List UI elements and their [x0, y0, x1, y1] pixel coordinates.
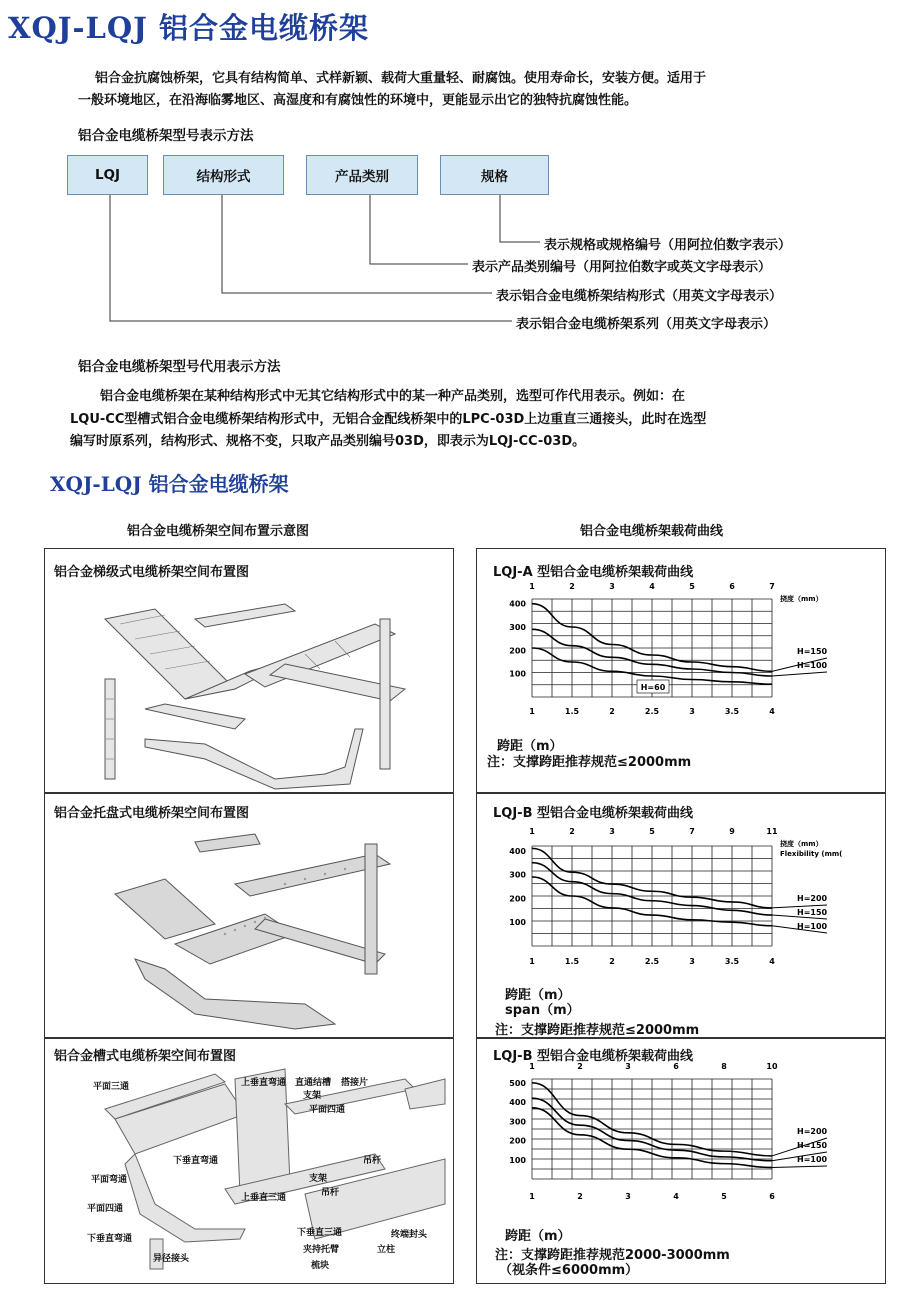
y-tick-label: 100 — [509, 918, 526, 928]
top-tick-label: 3 — [625, 1062, 631, 1071]
top-tick-label: 6 — [673, 1062, 679, 1071]
chart-b-title: LQJ-B 型铝合金电缆桥架载荷曲线 — [493, 806, 694, 821]
chart-a-title: LQJ-A 型铝合金电缆桥架载荷曲线 — [493, 565, 694, 580]
x-tick-label: 1 — [529, 957, 535, 966]
label-down-vert-elbow-2: 下垂直弯通 — [87, 1234, 133, 1244]
page-title: XQJ-LQJ 铝合金电缆桥架 — [8, 11, 369, 45]
trough-layout-panel — [44, 1038, 454, 1284]
intro-line-1: 铝合金抗腐蚀桥架，它具有结构简单、式样新颖、载荷大重量轻、耐腐蚀。使用寿命长，安装方便。适用于 — [95, 71, 707, 86]
series-label: H=200 — [797, 894, 828, 903]
label-straight-groove: 直通结槽 — [295, 1078, 332, 1088]
label-clamp-arm: 夹持托臂 — [303, 1245, 340, 1255]
top-axis-label-2: Flexibility (mm( — [780, 850, 843, 858]
chart-c-title: LQJ-B 型铝合金电缆桥架载荷曲线 — [493, 1049, 694, 1064]
series-leader-line — [772, 672, 827, 676]
top-tick-label: 1 — [529, 582, 535, 591]
y-tick-label: 300 — [509, 1117, 526, 1127]
chart-panel-a — [476, 548, 886, 793]
series-label: H=150 — [797, 1141, 828, 1150]
right-column-heading: 铝合金电缆桥架载荷曲线 — [580, 524, 724, 539]
chart-b-xlabel2: span（m） — [505, 1003, 580, 1018]
top-tick-label: 11 — [766, 827, 778, 836]
code-box-series: LQJ — [67, 155, 148, 195]
chart-panel-b — [476, 793, 886, 1038]
code-box-spec: 规格 — [440, 155, 549, 195]
model-heading: 铝合金电缆桥架型号表示方法 — [78, 128, 254, 144]
top-tick-label: 1 — [529, 1062, 535, 1071]
chart-c-xlabel: 跨距（m） — [505, 1229, 571, 1244]
top-tick-label: 5 — [649, 827, 655, 836]
top-tick-label: 3 — [609, 827, 615, 836]
chart-c-note: 注：支撑跨距推荐规范2000-3000mm — [495, 1248, 730, 1263]
explain-category: 表示产品类别编号（用阿拉伯数字或英文字母表示） — [472, 260, 772, 275]
label-flat-elbow: 平面弯通 — [91, 1175, 128, 1185]
chart-b-xlabel: 跨距（m） — [505, 988, 571, 1003]
y-tick-label: 400 — [509, 846, 526, 856]
y-tick-label: 300 — [509, 623, 526, 632]
top-tick-label: 8 — [721, 1062, 727, 1071]
x-tick-label: 3.5 — [724, 957, 740, 966]
top-tick-label: 2 — [577, 1062, 583, 1071]
top-tick-label: 7 — [769, 582, 775, 591]
ladder-panel-title: 铝合金梯级式电缆桥架空间布置图 — [54, 565, 250, 580]
x-tick-label: 6 — [769, 1192, 775, 1201]
x-tick-label: 4 — [769, 707, 775, 716]
label-hanger-2: 吊杆 — [321, 1188, 340, 1198]
left-column-heading: 铝合金电缆桥架空间布置示意图 — [127, 524, 310, 539]
label-end-cap: 终端封头 — [391, 1230, 428, 1240]
ladder-tray-illustration — [45, 579, 453, 791]
series-label: H=100 — [797, 661, 828, 670]
label-comb-block: 梳块 — [311, 1261, 330, 1271]
trough-panel-title: 铝合金槽式电缆桥架空间布置图 — [54, 1049, 237, 1064]
label-lap-plate: 搭接片 — [341, 1078, 369, 1088]
intro-line-2: 一般环境地区，在沿海临雾地区、高湿度和有腐蚀性的环境中，更能显示出它的独特抗腐蚀性能。 — [78, 93, 638, 108]
code-box-structure: 结构形式 — [163, 155, 284, 195]
top-tick-label: 5 — [689, 582, 695, 591]
label-down-vert-tee: 下垂直三通 — [297, 1228, 343, 1238]
x-tick-label: 2.5 — [644, 707, 660, 716]
y-tick-label: 200 — [509, 646, 526, 656]
series-label: H=200 — [797, 1127, 828, 1136]
top-tick-label: 4 — [649, 582, 655, 591]
y-tick-label: 200 — [509, 1136, 526, 1146]
x-tick-label: 3 — [689, 707, 695, 716]
top-tick-label: 10 — [766, 1062, 778, 1071]
series-label: H=100 — [797, 922, 828, 931]
y-tick-label: 400 — [509, 599, 526, 609]
label-up-vert-tee: 上垂直三通 — [241, 1193, 287, 1203]
x-tick-label: 5 — [721, 1192, 727, 1201]
x-tick-label: 1.5 — [564, 707, 580, 716]
explain-series: 表示铝合金电缆桥架系列（用英文字母表示） — [516, 317, 777, 332]
label-reducer: 异径接头 — [153, 1254, 190, 1264]
chart-a-xlabel: 跨距（m） — [497, 739, 563, 754]
label-bracket-2: 支架 — [309, 1174, 328, 1184]
substitute-line-3: 编写时原系列，结构形式、规格不变，只取产品类别编号03D，即表示为LQJ-CC-03D。 — [70, 434, 586, 449]
label-flat-cross-1: 平面四通 — [309, 1105, 346, 1115]
substitute-line-2: LQU-CC型槽式铝合金电缆桥架结构形式中，无铝合金配线桥架中的LPC-03D上边重直三通接头，此时在选型 — [70, 412, 707, 427]
explain-structure: 表示铝合金电缆桥架结构形式（用英文字母表示） — [496, 289, 783, 304]
top-tick-label: 9 — [729, 827, 735, 836]
label-column: 立柱 — [377, 1245, 396, 1255]
top-tick-label: 2 — [569, 582, 575, 591]
x-tick-label: 2 — [609, 707, 615, 716]
label-flat-tee: 平面三通 — [93, 1082, 130, 1092]
x-tick-label: 4 — [673, 1192, 679, 1201]
top-tick-label: 6 — [729, 582, 735, 591]
label-up-vert-elbow: 上垂直弯通 — [241, 1078, 287, 1088]
top-tick-label: 3 — [609, 582, 615, 591]
tray-illustration — [45, 824, 453, 1036]
section2-title: XQJ-LQJ 铝合金电缆桥架 — [50, 472, 289, 496]
chart-a-note: 注：支撑跨距推荐规范≤2000mm — [487, 755, 692, 770]
x-tick-label: 3 — [625, 1192, 631, 1201]
y-tick-label: 300 — [509, 870, 526, 880]
top-tick-label: 2 — [569, 827, 575, 836]
explain-spec: 表示规格或规格编号（用阿拉伯数字表示） — [544, 238, 792, 253]
substitute-line-1: 铝合金电缆桥架在某种结构形式中无其它结构形式中的某一种产品类别，选型可作代用表示。例如：在 — [100, 389, 686, 404]
series-label: H=60 — [640, 683, 666, 692]
y-tick-label: 100 — [509, 1155, 526, 1165]
x-tick-label: 3 — [689, 957, 695, 966]
substitute-heading: 铝合金电缆桥架型号代用表示方法 — [78, 359, 281, 375]
series-label: H=150 — [797, 647, 828, 656]
x-tick-label: 1 — [529, 1192, 535, 1201]
x-tick-label: 2 — [609, 957, 615, 966]
x-tick-label: 1 — [529, 707, 535, 716]
label-down-vert-elbow-1: 下垂直弯通 — [173, 1156, 219, 1166]
top-tick-label: 7 — [689, 827, 695, 836]
x-tick-label: 2.5 — [644, 957, 660, 966]
label-bracket-1: 支架 — [303, 1091, 322, 1101]
x-tick-label: 3.5 — [724, 707, 740, 716]
tray-panel-title: 铝合金托盘式电缆桥架空间布置图 — [54, 806, 250, 821]
label-hanger-1: 吊杆 — [363, 1156, 382, 1166]
x-tick-label: 4 — [769, 957, 775, 966]
series-label: H=100 — [797, 1155, 828, 1164]
label-flat-cross-2: 平面四通 — [87, 1204, 124, 1214]
top-axis-label: 挠度（mm） — [780, 595, 823, 603]
x-tick-label: 2 — [577, 1192, 583, 1201]
top-tick-label: 1 — [529, 827, 535, 836]
chart-panel-c — [476, 1038, 886, 1284]
y-tick-label: 100 — [509, 669, 526, 679]
x-tick-label: 1.5 — [564, 957, 580, 966]
series-leader-line — [772, 1166, 827, 1167]
tray-layout-panel — [44, 793, 454, 1038]
y-tick-label: 500 — [509, 1078, 526, 1088]
top-axis-label: 挠度（mm） — [780, 840, 823, 848]
code-box-category: 产品类别 — [306, 155, 418, 195]
chart-c-note2: （视条件≤6000mm） — [499, 1263, 639, 1278]
ladder-layout-panel — [44, 548, 454, 793]
chart-b-note: 注：支撑跨距推荐规范≤2000mm — [495, 1023, 700, 1038]
series-label: H=150 — [797, 908, 828, 917]
y-tick-label: 400 — [509, 1098, 526, 1108]
y-tick-label: 200 — [509, 894, 526, 904]
